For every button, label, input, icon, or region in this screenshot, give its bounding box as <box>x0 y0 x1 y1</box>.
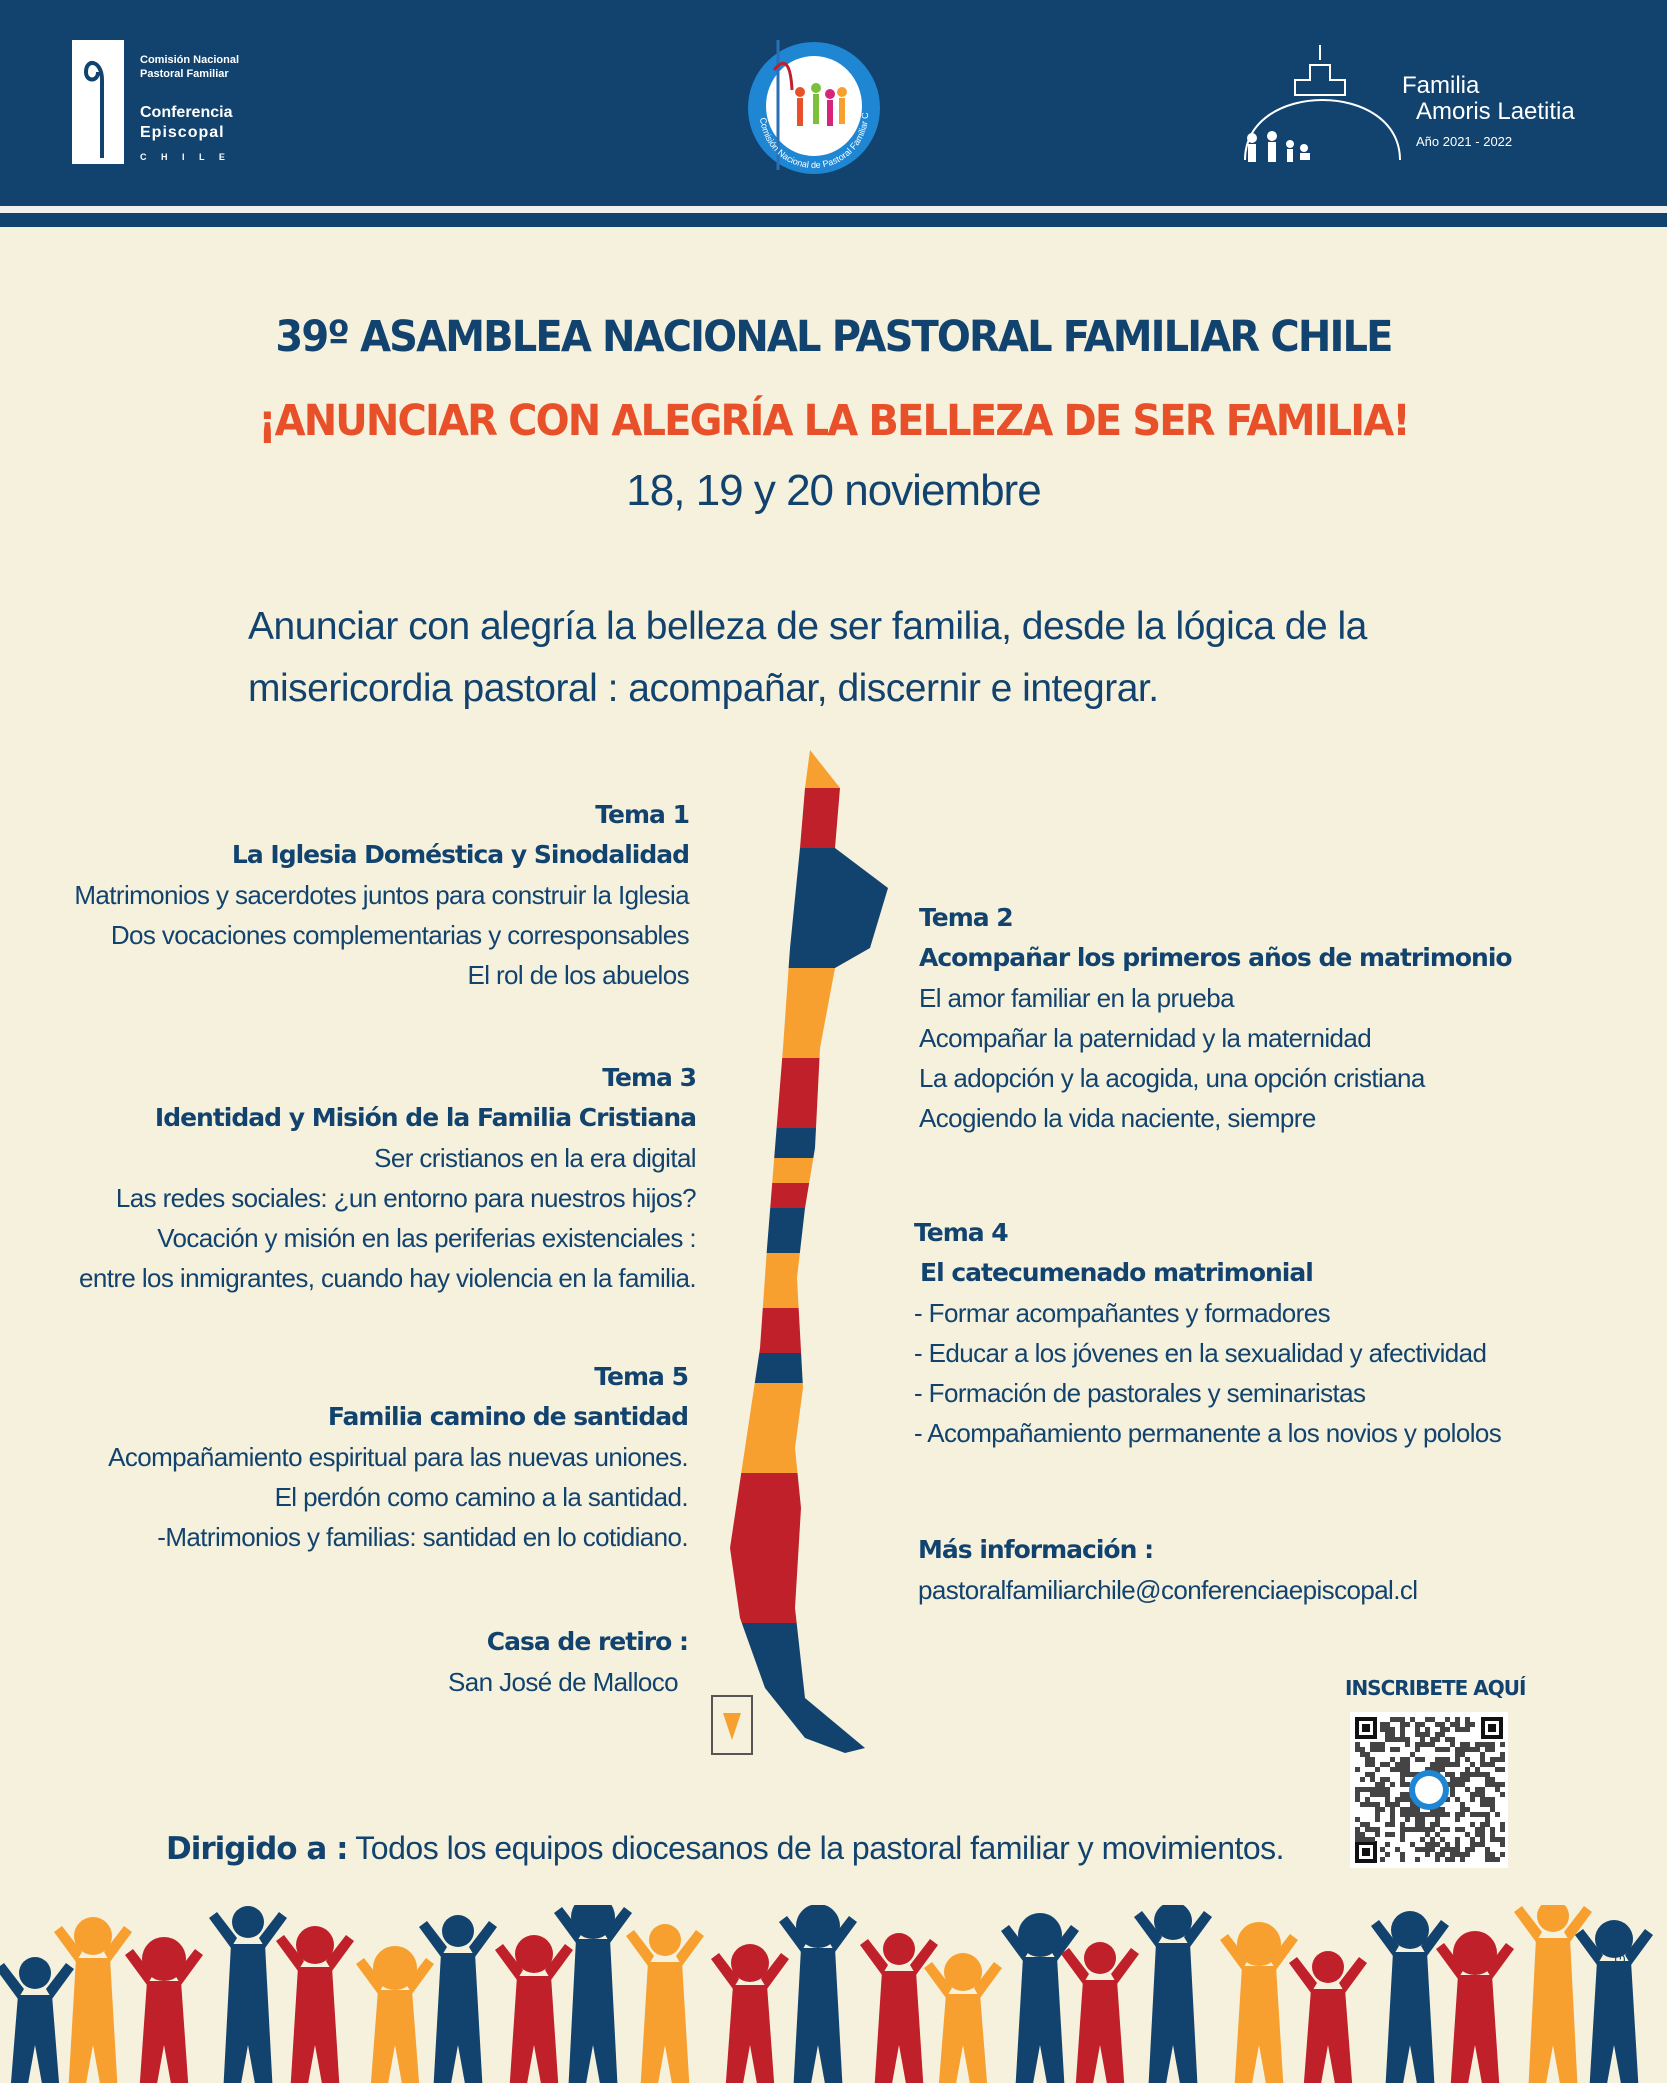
tema-4: Tema 4 El catecumenado matrimonial - Formar acompañantes y formadores - Educar a los jóvenes en la sexualidad y afectividad - Formación de pastorales y seminaristas - Acompañamiento permanente a los novios y pololos <box>914 1218 1502 1448</box>
logo-ring-text: Comisión Nacional de Pastoral Familiar C <box>758 112 871 171</box>
amoris-laetitia-logo: Familia Amoris Laetitia Año 2021 - 2022 <box>1240 40 1610 170</box>
person-silhouette <box>1220 1922 1298 2083</box>
person-silhouette <box>209 1906 287 2083</box>
event-slogan: ¡ANUNCIAR CON ALEGRÍA LA BELLEZA DE SER FAMILIA! <box>258 396 1409 446</box>
person-silhouette <box>1061 1942 1139 2083</box>
chile-map <box>705 748 895 1763</box>
more-info: Más información : pastoralfamiliarchile@conferenciaepiscopal.cl <box>918 1530 1417 1610</box>
pastoral-familiar-logo <box>730 30 890 180</box>
person-silhouette <box>0 1957 74 2083</box>
person-silhouette <box>276 1926 354 2083</box>
person-silhouette <box>711 1944 789 2083</box>
person-silhouette <box>1001 1913 1079 2083</box>
divider <box>0 213 1667 227</box>
person-silhouette <box>1289 1951 1367 2083</box>
audience: Dirigido a : Todos los equipos diocesanos de la pastoral familiar y movimientos. <box>166 1830 1285 1867</box>
person-silhouette <box>554 1905 632 2083</box>
crozier-icon <box>72 40 124 164</box>
person-silhouette <box>626 1924 704 2083</box>
person-silhouette <box>1371 1911 1449 2083</box>
people-silhouettes-banner <box>0 1905 1667 2083</box>
contact-email[interactable]: pastoralfamiliarchile@conferenciaepiscopal.cl <box>918 1575 1418 1605</box>
event-date: 18, 19 y 20 noviembre <box>626 466 1041 515</box>
person-silhouette <box>924 1953 1002 2083</box>
person-silhouette <box>1436 1931 1514 2083</box>
intro-text: Anunciar con alegría la belleza de ser familia, desde la lógica de la misericordia pastoral : acompañar, discernir e integrar. <box>248 605 1367 710</box>
person-silhouette <box>1575 1920 1653 2083</box>
tema-5: Tema 5 Familia camino de santidad Acompañamiento espiritual para las nuevas uniones. El perdón como camino a la santidad. -Matrimonios y familias: santidad en lo cotidiano. <box>108 1362 688 1552</box>
person-silhouette <box>860 1933 938 2083</box>
venue: Casa de retiro : San José de Malloco <box>448 1627 688 1697</box>
divider <box>0 206 1667 213</box>
person-silhouette <box>54 1917 132 2083</box>
tema-3: Tema 3 Identidad y Misión de la Familia Cristiana Ser cristianos en la era digital Las redes sociales: ¿un entorno para nuestros hijos? Vocación y misión en las periferias existenciales : entre los inmigrantes, cuando hay violencia en la familia. <box>78 1063 696 1293</box>
person-silhouette <box>779 1905 857 2083</box>
registration-qr-code[interactable] <box>1350 1712 1508 1868</box>
designer-credit: BMG <box>1612 1953 1629 1988</box>
person-silhouette <box>356 1946 434 2083</box>
person-silhouette <box>495 1935 573 2083</box>
person-silhouette <box>1134 1905 1212 2083</box>
person-silhouette <box>419 1915 497 2083</box>
conferencia-episcopal-logo: Comisión Nacional Pastoral Familiar Conferencia Episcopal C H I L E <box>72 40 262 165</box>
register-label: INSCRIBETE AQUÍ <box>1345 1676 1526 1700</box>
tema-2: Tema 2 Acompañar los primeros años de matrimonio El amor familiar en la prueba Acompañar la paternidad y la maternidad La adopción y la acogida, una opción cristiana Acogiendo la vida naciente, siempre <box>919 903 1512 1133</box>
tema-1: Tema 1 La Iglesia Doméstica y Sinodalidad Matrimonios y sacerdotes juntos para construir la Iglesia Dos vocaciones complementarias y corresponsables El rol de los abuelos <box>74 800 689 990</box>
event-title: 39º ASAMBLEA NACIONAL PASTORAL FAMILIAR CHILE <box>275 312 1392 362</box>
person-silhouette <box>125 1937 203 2083</box>
